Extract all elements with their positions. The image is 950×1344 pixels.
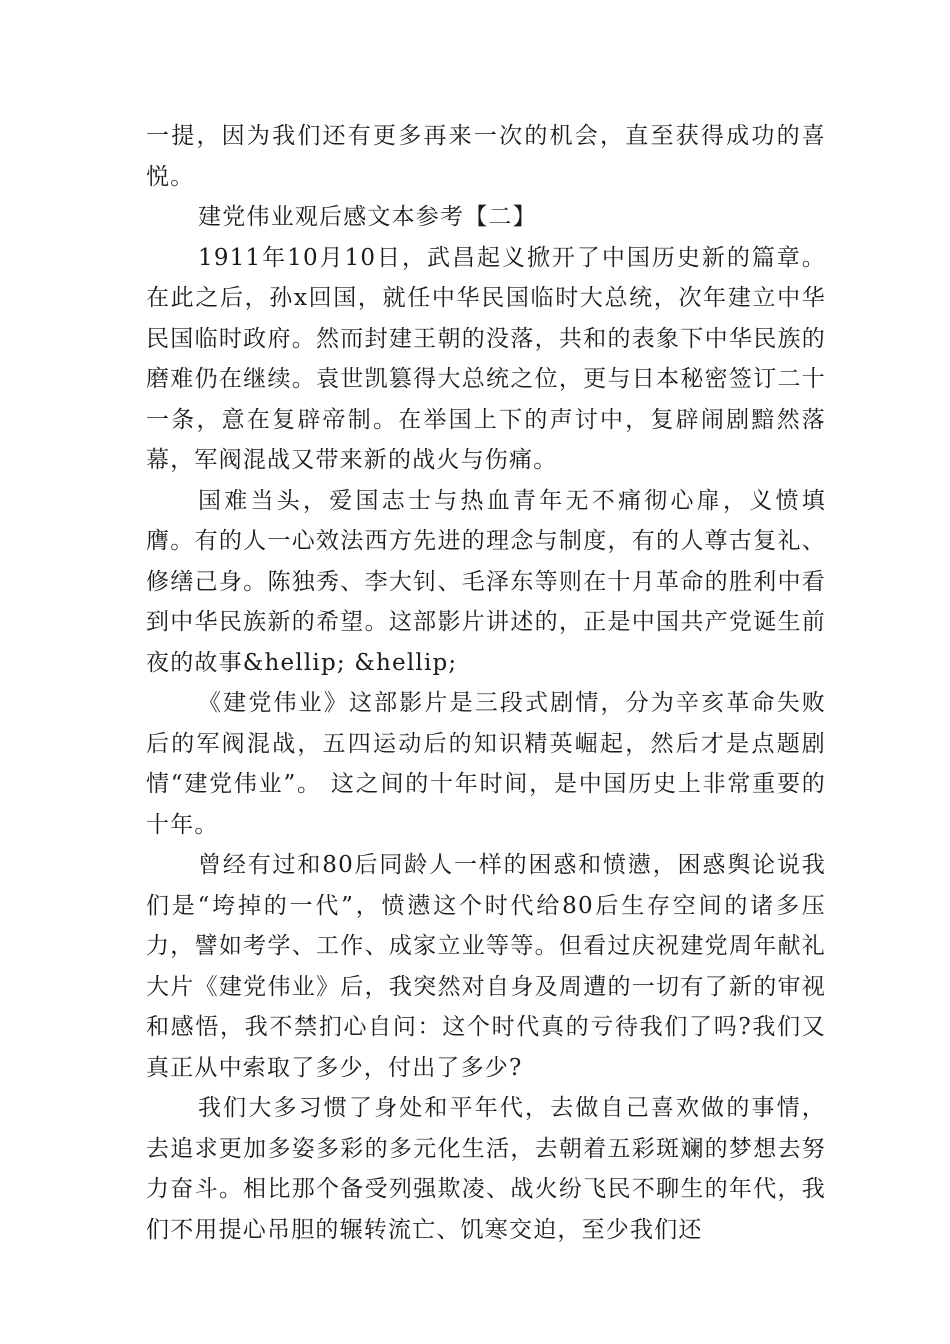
paragraph-national-crisis: 国难当头，爱国志士与热血青年无不痛彻心扉，义愤填膺。有的人一心效法西方先进的理念与制度，有的人尊古复礼、修缮己身。陈独秀、李大钊、毛泽东等则在十月革命的胜利中看到中华民族新的希望。这部影片讲述的，正是中国共产党诞生前夜的故事&hellip; &hellip; [146, 487, 826, 676]
paragraph-1911: 1911年10月10日，武昌起义掀开了中国历史新的篇章。在此之后，孙x回国，就任中华民国临时大总统，次年建立中华民国临时政府。然而封建王朝的没落，共和的表象下中华民族的磨难仍在继续。袁世凯篡得大总统之位，更与日本秘密签订二十一条，意在复辟帝制。在举国上下的声讨中，复辟闹剧黯然落幕，军阀混战又带来新的战火与伤痛。 [146, 244, 826, 473]
document-body [146, 116, 826, 1250]
section-heading: 建党伟业观后感文本参考【二】 [198, 204, 537, 230]
paragraph-peaceful-era: 我们大多习惯了身处和平年代，去做自己喜欢做的事情，去追求更加多姿多彩的多元化生活，去朝着五彩斑斓的梦想去努力奋斗。相比那个备受列强欺凌、战火纷飞民不聊生的年代，我们不用提心吊胆的辗转流亡、饥寒交迫，至少我们还 [146, 1095, 826, 1243]
paragraph-post-80s: 曾经有过和80后同龄人一样的困惑和愤懑，困惑舆论说我们是“垮掉的一代”，愤懑这个时代给80后生存空间的诸多压力，譬如考学、工作、成家立业等等。但看过庆祝建党周年献礼大片《建党伟业》后，我突然对自身及周遭的一切有了新的审视和感悟，我不禁扪心自问：这个时代真的亏待我们了吗?我们又真正从中索取了多少，付出了多少? [146, 852, 826, 1081]
paragraph-film-structure: 《建党伟业》这部影片是三段式剧情，分为辛亥革命失败后的军阀混战，五四运动后的知识精英崛起，然后才是点题剧情“建党伟业”。 这之间的十年时间，是中国历史上非常重要的十年。 [146, 690, 826, 838]
paragraph-continuation: 一提，因为我们还有更多再来一次的机会，直至获得成功的喜悦。 [146, 123, 826, 190]
